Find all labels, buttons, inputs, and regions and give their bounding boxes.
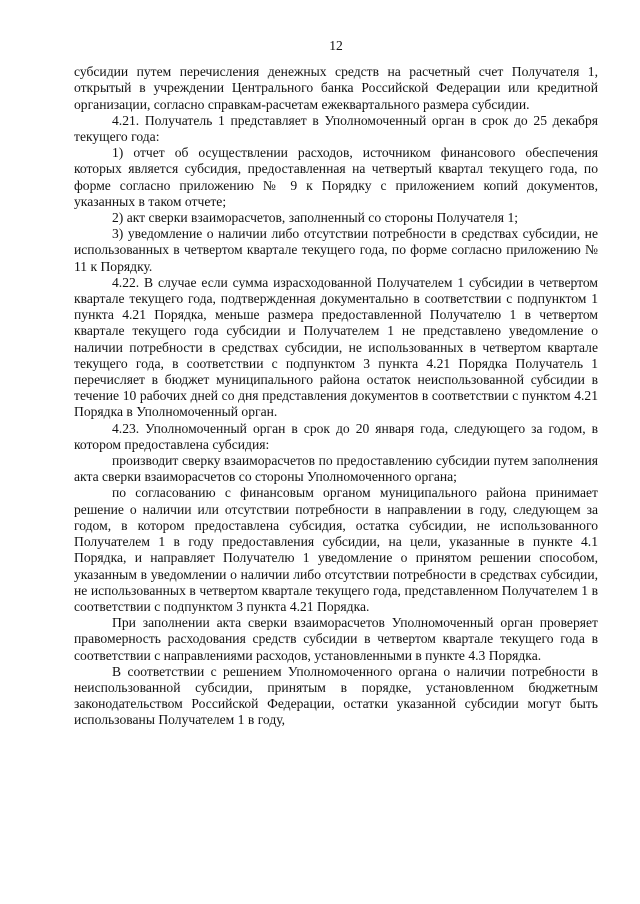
paragraph: 1) отчет об осуществлении расходов, источником финансового обеспечения которых является субсидия, предоставленная на четвертый квартал текущего года, по форме согласно приложению № 9 к Порядку с приложением копий документов, указанных в таком отчете;	[74, 145, 598, 209]
paragraph: 4.22. В случае если сумма израсходованной Получателем 1 субсидии в четвертом квартале текущего года, подтвержденная документально в соответствии с подпунктом 1 пункта 4.21 Порядка, меньше размера предоставленной Получателю 1 в четвертом квартале текущего года субсидии и Получателем 1 не представлено уведомление о наличии потребности в средствах субсидии, не использованных в четвертом квартале текущего года, в соответствии с подпунктом 3 пункта 4.21 Порядка Получатель 1 перечисляет в бюджет муниципального района остаток неиспользованной субсидии в течение 10 рабочих дней со дня представления документов в соответствии с пунктом 4.21 Порядка в Уполномоченный орган.	[74, 274, 598, 420]
document-body	[74, 64, 598, 728]
paragraph: по согласованию с финансовым органом муниципального района принимает решение о наличии или отсутствии потребности в направлении в году, следующем за годом, в котором предоставлена субсидия, остатка субсидии, не использованного Получателем 1 в году предоставления субсидии, на цели, указанные в пункте 4.1 Порядка, и направляет Получателю 1 уведомление о принятом решении способом, указанным в уведомлении о наличии либо отсутствии потребности в средствах субсидии, не использованных в четвертом квартале текущего года, представленном Получателем 1 в соответствии с подпунктом 3 пункта 4.21 Порядка.	[74, 485, 598, 614]
paragraph: 4.21. Получатель 1 представляет в Уполномоченный орган в срок до 25 декабря текущего года:	[74, 112, 598, 145]
document-page	[74, 38, 598, 729]
paragraph: субсидии путем перечисления денежных средств на расчетный счет Получателя 1, открытый в учреждении Центрального банка Российской Федерации или кредитной организации, согласно справкам-расчетам ежеквартального размера субсидии.	[74, 64, 598, 112]
page-number: 12	[329, 38, 343, 53]
paragraph: При заполнении акта сверки взаиморасчетов Уполномоченный орган проверяет правомерность расходования средств субсидии в четвертом квартале текущего года в соответствии с направлениями расходов, установленными в пункте 4.3 Порядка.	[74, 615, 598, 663]
paragraph: В соответствии с решением Уполномоченного органа о наличии потребности в неиспользованной субсидии, принятым в порядке, установленном бюджетным законодательством Российской Федерации, остатки указанной субсидии могут быть использованы Получателем 1 в году,	[74, 663, 598, 728]
paragraph: 4.23. Уполномоченный орган в срок до 20 января года, следующего за годом, в котором предоставлена субсидия:	[74, 420, 598, 452]
paragraph: 3) уведомление о наличии либо отсутствии потребности в средствах субсидии, не использованных в четвертом квартале текущего года, по форме согласно приложению № 11 к Порядку.	[74, 226, 598, 274]
paragraph: 2) акт сверки взаиморасчетов, заполненный со стороны Получателя 1;	[112, 210, 519, 226]
paragraph: производит сверку взаиморасчетов по предоставлению субсидии путем заполнения акта сверки взаиморасчетов со стороны Уполномоченного органа;	[74, 453, 598, 485]
